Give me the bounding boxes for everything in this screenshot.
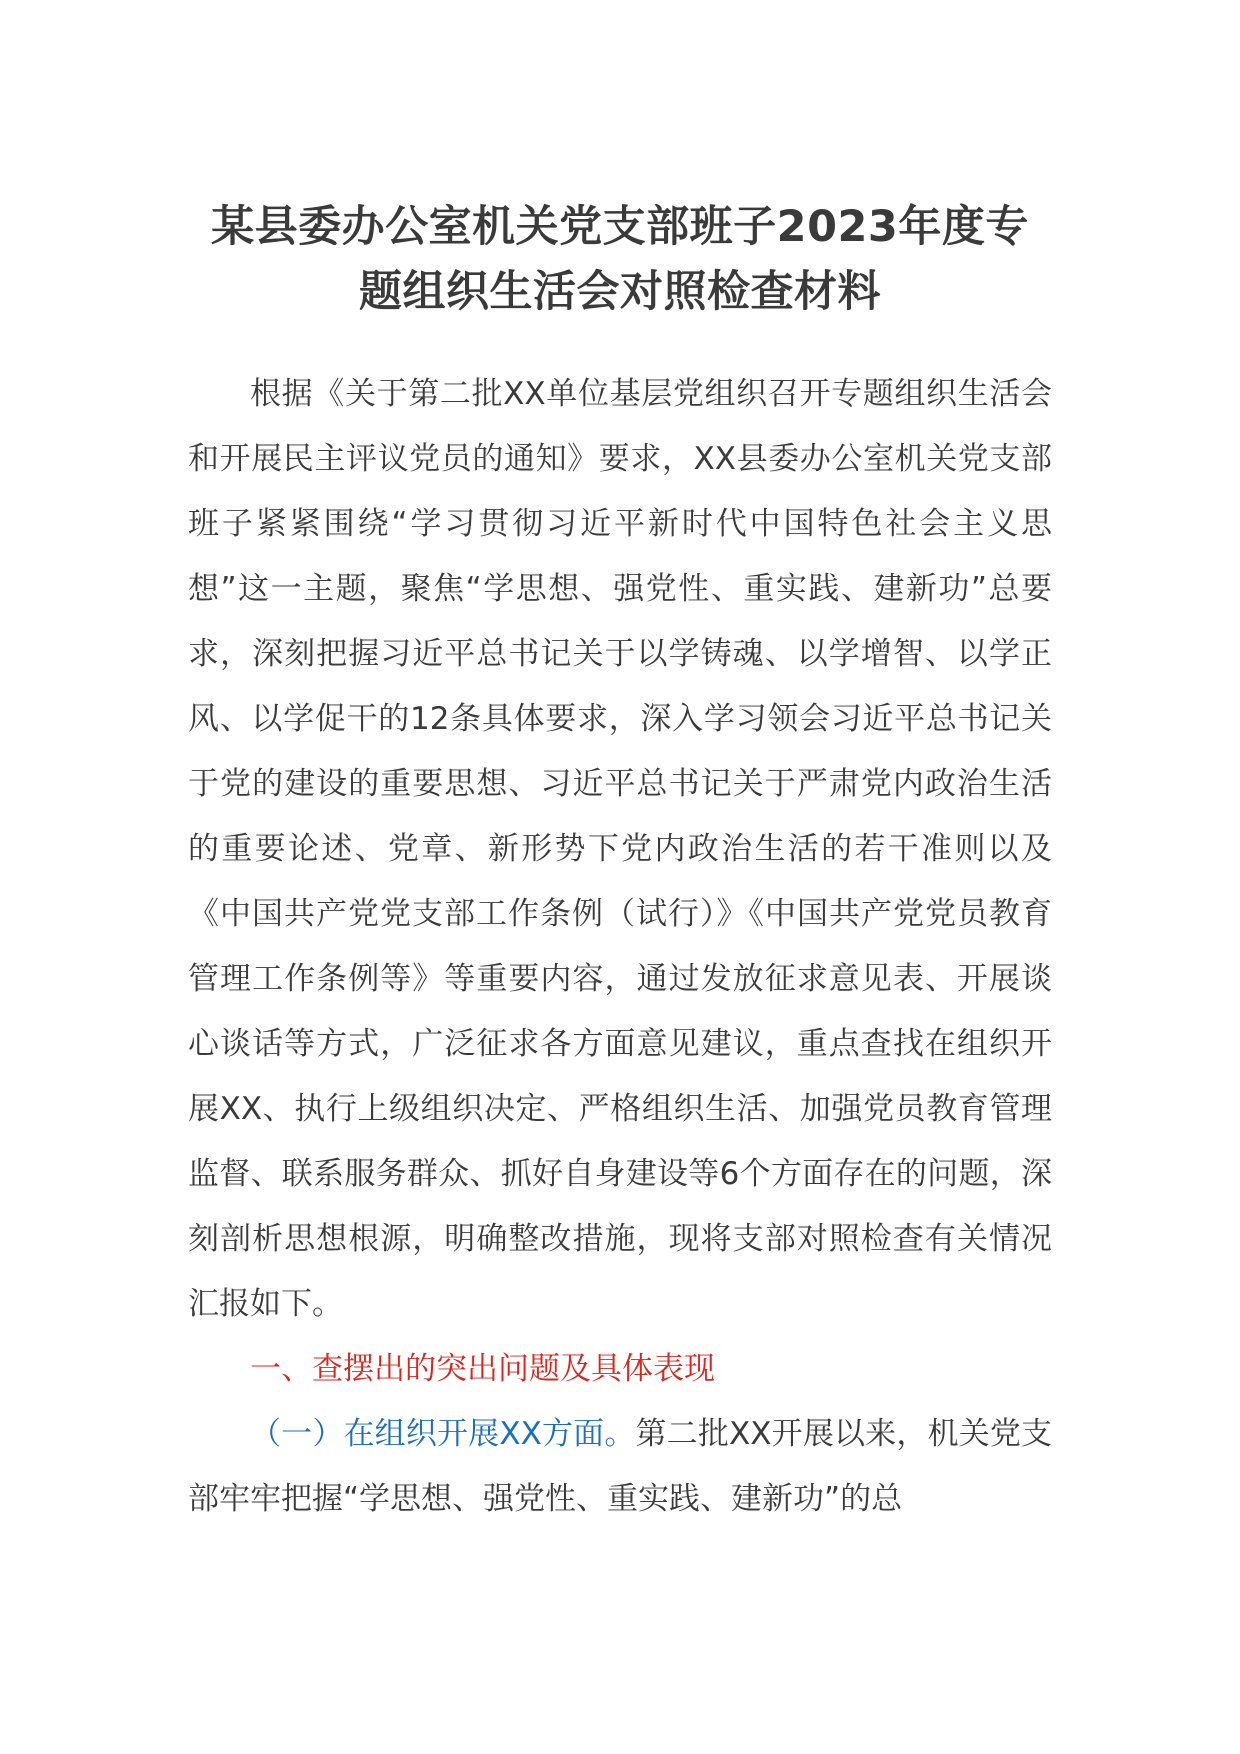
subsection-text: 第二批XX开展以来，机关党支部牢牢把握“学思想、强党性、重实践、建新功”的总 [188,1416,1052,1517]
document-body [188,362,1052,1532]
subsection-heading: （一）在组织开展XX方面。 [250,1416,636,1452]
title-line-2: 题组织生活会对照检查材料 [359,267,881,317]
intro-paragraph: 根据《关于第二批XX单位基层党组织召开专题组织生活会和开展民主评议党员的通知》要求，XX县委办公室机关党支部班子紧紧围绕“学习贯彻习近平新时代中国特色社会主义思想”这一主题，聚焦“学思想、强党性、重实践、建新功”总要求，深刻把握习近平总书记关于以学铸魂、以学增智、以学正风、以学促干的12条具体要求，深入学习领会习近平总书记关于党的建设的重要思想、习近平总书记关于严肃党内政治生活的重要论述、党章、新形势下党内政治生活的若干准则以及《中国共产党党支部工作条例（试行）》《中国共产党党员教育管理工作条例等》等重要内容，通过发放征求意见表、开展谈心谈话等方式，广泛征求各方面意见建议，重点查找在组织开展XX、执行上级组织决定、严格组织生活、加强党员教育管理监督、联系服务群众、抓好自身建设等6个方面存在的问题，深刻剖析思想根源，明确整改措施，现将支部对照检查有关情况汇报如下。 [188,376,1052,1322]
subsection-paragraph [188,1402,1052,1532]
document-title [188,195,1052,325]
section-heading: 一、查摆出的突出问题及具体表现 [250,1351,715,1387]
title-line-1: 某县委办公室机关党支部班子2023年度专 [211,202,1029,252]
